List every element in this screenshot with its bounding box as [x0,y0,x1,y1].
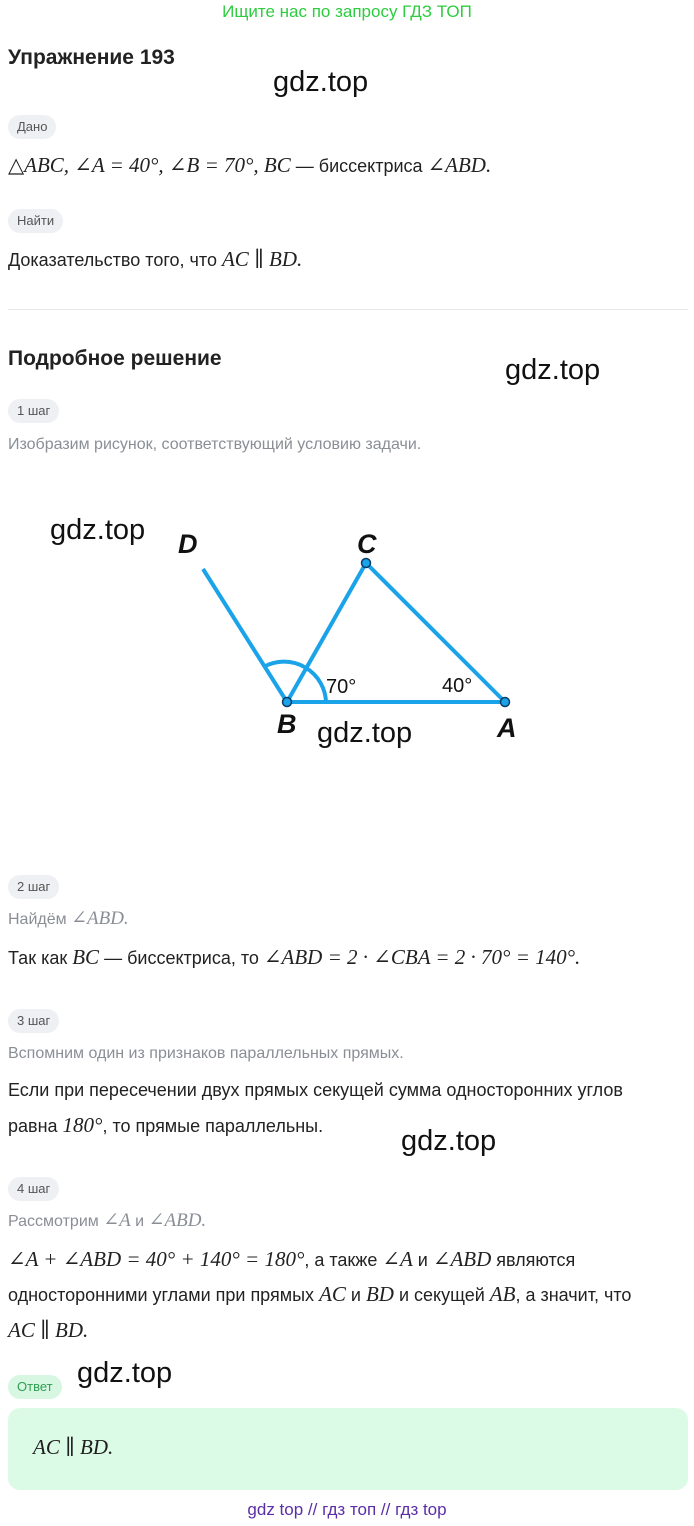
step-3-badge: 3 шаг [8,1009,59,1033]
watermark: gdz.top [401,1125,497,1157]
step-2-t1: Так как [8,948,73,968]
step-4-badge: 4 шаг [8,1177,59,1201]
step-4-line-1 [8,1242,575,1277]
step-2-m1: BC [72,945,100,969]
step-3-line-2 [8,1108,323,1143]
step-4-l2-m1: AC [319,1282,346,1306]
watermark: gdz.top [505,354,601,386]
step-4-t1: , а также [304,1250,383,1270]
line-CA [366,563,505,702]
given-badge: Дано [8,115,56,139]
step-2-text [8,940,580,975]
step-4-l2-m3: AB [489,1282,516,1306]
watermark: gdz.top [317,717,413,749]
step-1-hint: Изобразим рисунок, соответствующий условию задачи. [8,436,422,453]
step-4-hint-m1: ∠A [103,1210,131,1231]
find-text [8,242,302,277]
step-2-m2: ∠ABD = 2 · ∠CBA = 2 · 70° = 140°. [263,945,581,969]
point-C [362,559,371,568]
watermark: gdz.top [77,1357,173,1389]
point-B [283,698,292,707]
step-3-hint: Вспомним один из признаков параллельных прямых. [8,1045,404,1062]
step-3-line-2-text: равна [8,1116,63,1136]
solution-title: Подробное решение [8,347,222,370]
step-4-hint-m2: ∠ABD. [148,1210,207,1231]
step-4-t2: и [412,1250,433,1270]
step-4-hint-t1: Рассмотрим [8,1213,104,1230]
exercise-title: Упражнение 193 [8,46,175,69]
find-text-1: Доказательство того, что [8,250,222,270]
search-banner[interactable]: Ищите нас по запросу ГДЗ ТОП [222,2,472,21]
watermark: gdz.top [50,514,146,546]
step-4-l2-t4: , а значит, что [515,1285,632,1305]
label-B: B [277,709,297,739]
watermark: gdz.top [273,66,369,98]
footer-links[interactable]: gdz top // гдз топ // гдз top [247,1500,447,1519]
step-3-line-2-tail: , то прямые параллельны. [102,1116,324,1136]
label-A: A [497,713,517,743]
label-C: C [357,529,377,559]
step-4-l2-t2: и [345,1285,366,1305]
step-1-badge: 1 шаг [8,399,59,423]
step-4-hint [8,1204,206,1239]
step-4-l2-t1: односторонними углами при прямых [8,1285,320,1305]
step-2-hint [8,902,129,937]
step-4-hint-t2: и [130,1213,149,1230]
step-2-t2: — биссектриса, то [99,948,264,968]
angle-A-label: 40° [442,675,473,697]
answer-badge: Ответ [8,1375,62,1399]
step-4-m3: ∠ABD [432,1247,492,1271]
answer-value: AC ∥ BD. [33,1435,114,1459]
step-3-line-1: Если при пересечении двух прямых секущей сумма односторонних углов [8,1080,623,1100]
angle-B-label: 70° [326,676,357,698]
given-math-2: ∠ABD. [427,153,492,177]
given-math-1: △ABC, ∠A = 40°, ∠B = 70°, BC [8,153,291,177]
step-3-line-2-math: 180° [62,1113,103,1137]
step-2-hint-text: Найдём [8,911,72,928]
step-4-m2: ∠A [382,1247,413,1271]
point-A [501,698,510,707]
step-4-l3-m1: AC ∥ BD. [8,1318,89,1342]
step-2-badge: 2 шаг [8,875,59,899]
step-4-t3: являются [491,1250,576,1270]
step-4-line-2 [8,1277,631,1312]
given-text-1: — биссектриса [290,156,428,176]
step-2-hint-math: ∠ABD. [71,908,129,929]
line-BD [203,569,287,702]
step-4-line-3 [8,1313,88,1348]
step-4-m1: ∠A + ∠ABD = 40° + 140° = 180° [8,1247,305,1271]
find-math-1: AC ∥ BD. [221,247,303,271]
divider [8,309,688,310]
label-D: D [178,529,198,559]
find-badge: Найти [8,209,63,233]
given-text [8,148,491,183]
step-4-l2-t3: и секущей [393,1285,490,1305]
step-4-l2-m2: BD [365,1282,394,1306]
